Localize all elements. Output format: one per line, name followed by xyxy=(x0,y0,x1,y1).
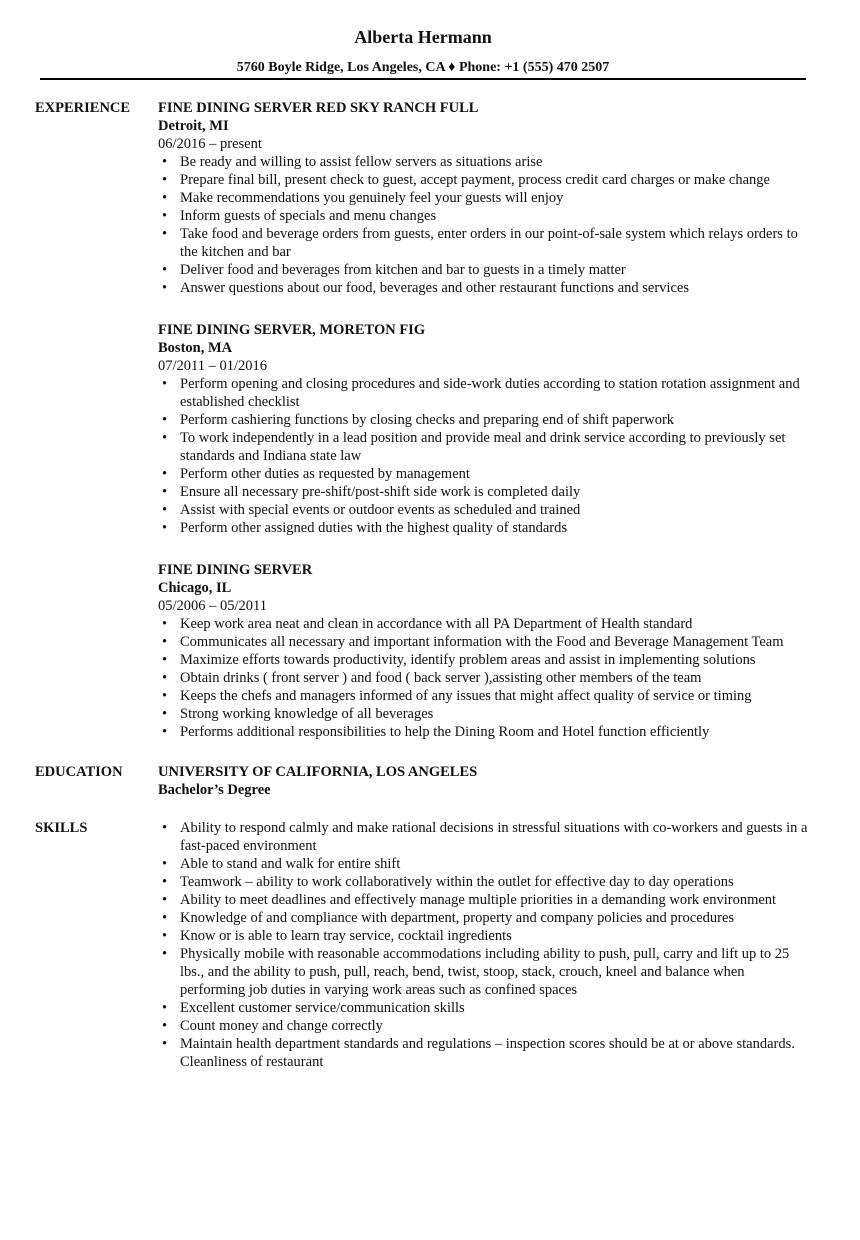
list-item: • Maximize efforts towards productivity, identify problem areas and assist in implementing solutions xyxy=(158,651,810,669)
list-item: • Keep work area neat and clean in accordance with all PA Department of Health standard xyxy=(158,615,810,633)
list-item: • Be ready and willing to assist fellow servers as situations arise xyxy=(158,153,810,171)
job-title: FINE DINING SERVER, MORETON FIG xyxy=(158,322,426,338)
list-item: • To work independently in a lead position and provide meal and drink service according to previously set standards and Indiana state law xyxy=(158,429,810,465)
contact-line: 5760 Boyle Ridge, Los Angeles, CA ♦ Phone: +1 (555) 470 2507 xyxy=(236,60,610,75)
degree: Bachelor’s Degree xyxy=(158,782,271,798)
list-item: • Deliver food and beverages from kitchen and bar to guests in a timely matter xyxy=(158,261,810,279)
list-item: • Ability to meet deadlines and effectively manage multiple priorities in a demanding work environment xyxy=(158,891,810,909)
list-item: • Teamwork – ability to work collaboratively within the outlet for effective day to day operations xyxy=(158,873,810,891)
list-item: • Ensure all necessary pre-shift/post-shift side work is completed daily xyxy=(158,483,810,501)
list-item: • Knowledge of and compliance with department, property and company policies and procedures xyxy=(158,909,810,927)
education-body xyxy=(158,763,810,799)
job-duties-list xyxy=(158,375,810,537)
job-duties-list xyxy=(158,615,810,741)
section-label-education: EDUCATION xyxy=(35,764,123,780)
list-item: • Take food and beverage orders from guests, enter orders in our point-of-sale system which relays orders to the kitchen and bar xyxy=(158,225,810,261)
candidate-name: Alberta Hermann xyxy=(354,27,492,47)
list-item: • Inform guests of specials and menu changes xyxy=(158,207,810,225)
list-item: • Answer questions about our food, beverages and other restaurant functions and services xyxy=(158,279,810,297)
job-dates: 06/2016 – present xyxy=(158,136,262,152)
list-item: • Ability to respond calmly and make rational decisions in stressful situations with co-workers and guests in a fast-paced environment xyxy=(158,819,810,855)
skills-list xyxy=(158,819,810,1071)
list-item: • Make recommendations you genuinely feel your guests will enjoy xyxy=(158,189,810,207)
list-item: • Perform cashiering functions by closing checks and preparing end of shift paperwork xyxy=(158,411,810,429)
list-item: • Perform other assigned duties with the highest quality of standards xyxy=(158,519,810,537)
list-item: • Keeps the chefs and managers informed of any issues that might affect quality of service or timing xyxy=(158,687,810,705)
job-location: Boston, MA xyxy=(158,340,233,356)
list-item: • Prepare final bill, present check to guest, accept payment, process credit card charges or make change xyxy=(158,171,810,189)
list-item: • Know or is able to learn tray service, cocktail ingredients xyxy=(158,927,810,945)
list-item: • Count money and change correctly xyxy=(158,1017,810,1035)
list-item: • Performs additional responsibilities to help the Dining Room and Hotel function efficiently xyxy=(158,723,810,741)
school-name: UNIVERSITY OF CALIFORNIA, LOS ANGELES xyxy=(158,764,478,780)
list-item: • Physically mobile with reasonable accommodations including ability to push, pull, carry and lift up to 25 lbs., and the ability to push, pull, reach, bend, twist, stoop, stack, crouch, kneel and balance when performing job duties in varying work areas such as confined spaces xyxy=(158,945,810,999)
list-item: • Maintain health department standards and regulations – inspection scores should be at or above standards. Cleanliness of restaurant xyxy=(158,1035,810,1071)
list-item: • Assist with special events or outdoor events as scheduled and trained xyxy=(158,501,810,519)
job-entry xyxy=(158,561,810,741)
list-item: • Able to stand and walk for entire shift xyxy=(158,855,810,873)
job-entry xyxy=(158,321,810,537)
list-item: • Communicates all necessary and important information with the Food and Beverage Management Team xyxy=(158,633,810,651)
job-entry xyxy=(158,99,810,297)
job-title: FINE DINING SERVER RED SKY RANCH FULL xyxy=(158,100,479,116)
list-item: • Strong working knowledge of all beverages xyxy=(158,705,810,723)
list-item: • Perform other duties as requested by management xyxy=(158,465,810,483)
job-location: Chicago, IL xyxy=(158,580,232,596)
job-dates: 07/2011 – 01/2016 xyxy=(158,358,268,374)
resume-header xyxy=(40,26,806,77)
section-label-skills: SKILLS xyxy=(35,820,88,836)
job-dates: 05/2006 – 05/2011 xyxy=(158,598,268,614)
job-location: Detroit, MI xyxy=(158,118,229,134)
job-title: FINE DINING SERVER xyxy=(158,562,313,578)
skills-body xyxy=(158,819,810,1071)
header-divider xyxy=(40,78,806,80)
list-item: • Perform opening and closing procedures and side-work duties according to station rotation assignment and established checklist xyxy=(158,375,810,411)
experience-body xyxy=(158,99,810,741)
job-duties-list xyxy=(158,153,810,297)
list-item: • Excellent customer service/communication skills xyxy=(158,999,810,1017)
list-item: • Obtain drinks ( front server ) and food ( back server ),assisting other members of the team xyxy=(158,669,810,687)
section-label-experience: EXPERIENCE xyxy=(35,100,131,116)
